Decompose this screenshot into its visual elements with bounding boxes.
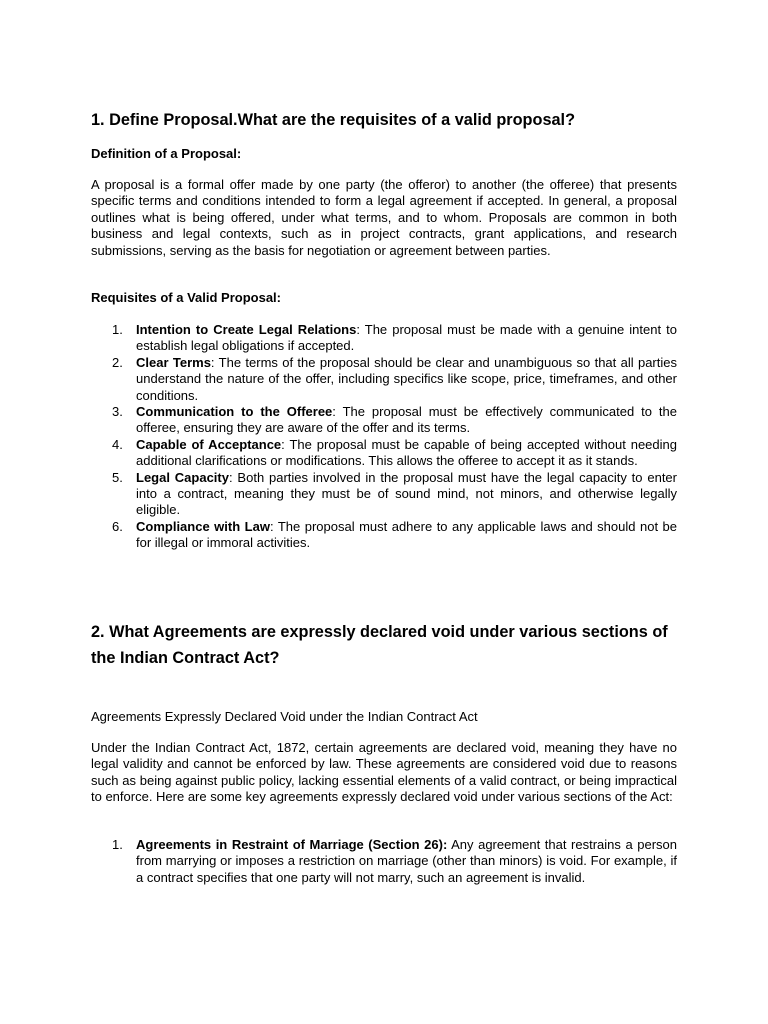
q2-intro-paragraph: Under the Indian Contract Act, 1872, certain agreements are declared void, meaning they have no legal validity and cannot be enforced by law. These agreements are considered void due to reasons such as being against public policy, lacking essential elements of a valid contract, or being impractical to enforce. Here are some key agreements expressly declared void under various sections of the Act: <box>91 740 677 805</box>
list-item-text: : The proposal must adhere to any applicable laws and should not be for illegal or immoral activities. <box>136 518 677 551</box>
list-item <box>91 470 677 519</box>
list-number: 1. <box>112 322 123 337</box>
list-item <box>91 837 677 886</box>
requisites-list <box>91 322 677 552</box>
list-item-text: : Both parties involved in the proposal must have the legal capacity to enter into a contract, meaning they must be of sound mind, not minors, and otherwise legally eligible. <box>136 469 677 518</box>
list-item-term: Capable of Acceptance <box>136 436 282 452</box>
list-number: 6. <box>112 518 123 534</box>
question-1-heading: 1. Define Proposal.What are the requisites of a valid proposal? <box>91 111 576 129</box>
list-item-term: Agreements in Restraint of Marriage (Section 26): <box>136 837 448 852</box>
list-item-text: : The proposal must be effectively communicated to the offeree, ensuring they are aware of the offer and its terms. <box>136 404 677 436</box>
list-item <box>91 322 677 355</box>
list-item-text: : The proposal must be made with a genuine intent to establish legal obligations if accepted. <box>136 322 677 354</box>
list-item-term: Legal Capacity <box>136 469 229 485</box>
list-item <box>91 519 677 552</box>
question-2-heading: 2. What Agreements are expressly declared void under various sections of the Indian Contract Act? <box>91 623 668 667</box>
list-item-text: Any agreement that restrains a person from marrying or imposes a restriction on marriage (other than minors) is void. For example, if a contract specifies that one party will not marry, such an agreement is invalid. <box>136 837 677 885</box>
list-item <box>91 404 677 437</box>
list-number: 2. <box>112 354 123 370</box>
list-item-term: Clear Terms <box>136 354 211 370</box>
list-item-term: Compliance with Law <box>136 518 270 534</box>
definition-paragraph: A proposal is a formal offer made by one party (the offeror) to another (the offeree) that presents specific terms and conditions intended to form a legal agreement if accepted. In general, a proposal outlines what is being offered, under what terms, and to whom. Proposals are common in both business and legal contexts, such as in project contracts, grant applications, and research submissions, serving as the basis for negotiation or agreement between parties. <box>91 177 677 258</box>
list-item <box>91 437 677 470</box>
list-item-text: : The terms of the proposal should be clear and unambiguous so that all parties understand the nature of the offer, including specifics like scope, price, timeframes, and other conditions. <box>136 354 677 403</box>
requisites-heading: Requisites of a Valid Proposal: <box>91 290 281 305</box>
list-number: 4. <box>112 436 123 452</box>
list-item-term: Communication to the Offeree <box>136 404 333 420</box>
list-item <box>91 355 677 404</box>
list-number: 5. <box>112 469 123 485</box>
q2-subtitle: Agreements Expressly Declared Void under the Indian Contract Act <box>91 709 478 724</box>
list-number: 1. <box>112 837 123 852</box>
list-number: 3. <box>112 404 123 420</box>
list-item-term: Intention to Create Legal Relations <box>136 322 357 337</box>
void-agreements-list <box>91 837 677 886</box>
definition-heading: Definition of a Proposal: <box>91 146 242 161</box>
list-item-text: : The proposal must be capable of being accepted without needing additional clarifications or modifications. This allows the offeree to accept it as it stands. <box>136 436 677 469</box>
